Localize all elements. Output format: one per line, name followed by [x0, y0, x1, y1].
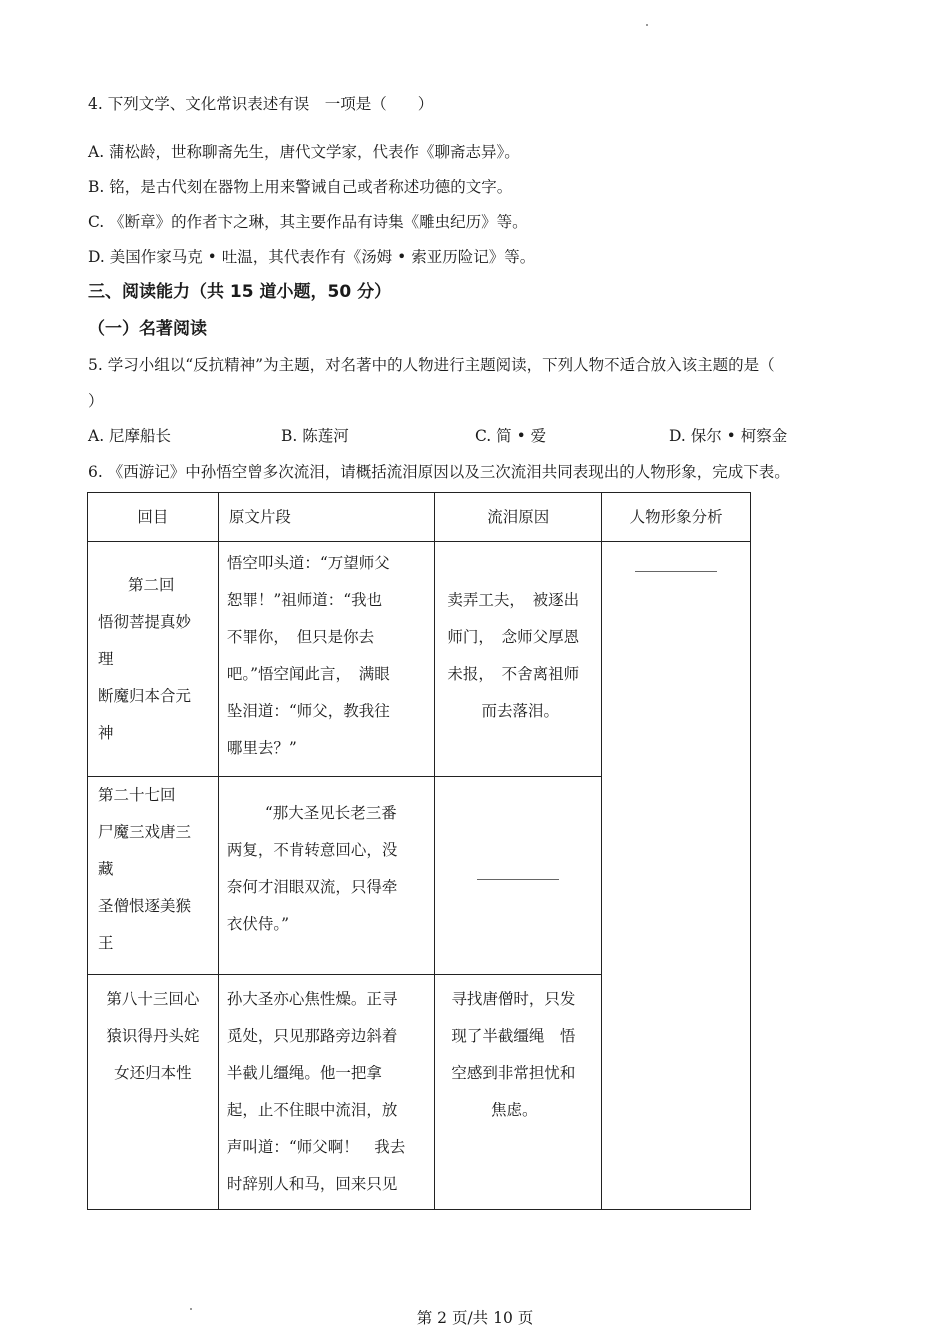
- excerpt-line: 半截儿缰绳。他一把拿: [226, 1064, 382, 1082]
- chapter-line: 第二回: [128, 576, 175, 594]
- q5-option-b: B. 陈莲河: [281, 427, 349, 445]
- answer-blank-reason[interactable]: [477, 879, 559, 880]
- reason-line: 师门， 念师父厚恩: [447, 628, 580, 646]
- excerpt-line: 两复，不肯转意回心，没: [226, 841, 398, 859]
- chapter-line: 猿识得丹头姹: [106, 1027, 200, 1045]
- row3-chapter: [88, 975, 219, 1210]
- q4-option-a: A. 蒲松龄，世称聊斋先生，唐代文学家，代表作《聊斋志异》。: [88, 143, 520, 161]
- excerpt-line: “那大圣见长老三番: [264, 804, 397, 822]
- q4-option-d: D. 美国作家马克 • 吐温，其代表作有《汤姆 • 索亚历险记》等。: [88, 248, 536, 266]
- q4-option-c: C. 《断章》的作者卞之琳，其主要作品有诗集《雕虫纪历》等。: [88, 213, 528, 231]
- q5-stem-line2: ）: [88, 392, 104, 410]
- excerpt-line: 孙大圣亦心焦性燥。正寻: [226, 990, 398, 1008]
- chapter-line: 圣僧恨逐美猴: [98, 897, 192, 915]
- q4-option-b: B. 铭，是古代刻在器物上用来警诫自己或者称述功德的文字。: [88, 178, 513, 196]
- excerpt-line: 时辞别人和马，回来只见: [226, 1175, 398, 1193]
- reason-line: 现了半截缰绳 悟: [451, 1027, 576, 1045]
- row2-excerpt: [218, 777, 435, 975]
- answer-blank-analysis[interactable]: [635, 571, 717, 572]
- chapter-line: 王: [98, 934, 114, 952]
- chapter-line: 藏: [98, 860, 114, 878]
- answer-table: [87, 492, 751, 1210]
- chapter-line: 神: [98, 724, 114, 742]
- chapter-line: 悟彻菩提真妙: [98, 613, 192, 631]
- chapter-line: 断魔归本合元: [98, 687, 192, 705]
- header-excerpt: 原文片段: [218, 493, 435, 542]
- excerpt-line: 衣伏侍。”: [226, 915, 289, 933]
- q5-stem-line1: 5. 学习小组以“反抗精神”为主题，对名著中的人物进行主题阅读，下列人物不适合放入该主题的是（: [88, 356, 775, 374]
- excerpt-line: 声叫道：“师父啊！ 我去: [226, 1138, 406, 1156]
- reason-line: 卖弄工夫， 被逐出: [447, 591, 580, 609]
- q4-stem: 4. 下列文学、文化常识表述有误 一项是（ ）: [88, 95, 434, 113]
- header-chapter: 回目: [88, 493, 219, 542]
- excerpt-line: 坠泪道：“师父，教我往: [226, 702, 390, 720]
- q6-stem: 6. 《西游记》中孙悟空曾多次流泪，请概括流泪原因以及三次流泪共同表现出的人物形象，完成下表。: [88, 463, 790, 481]
- excerpt-line: 哪里去？”: [226, 739, 297, 757]
- row1-excerpt: [218, 542, 435, 777]
- q5-option-a: A. 尼摩船长: [88, 427, 172, 445]
- speck-top: [646, 24, 648, 26]
- page-footer: 第 2 页/共 10 页: [416, 1309, 534, 1327]
- table-header-row: [88, 493, 751, 542]
- section-heading: 三、阅读能力（共 15 道小题，50 分）: [88, 282, 392, 302]
- excerpt-line: 起，止不住眼中流泪，放: [226, 1101, 398, 1119]
- reason-line: 焦虑。: [491, 1101, 538, 1119]
- reason-line: 未报， 不舍离祖师: [447, 665, 580, 683]
- row1-chapter: [88, 542, 219, 777]
- header-analysis: 人物形象分析: [602, 493, 751, 542]
- excerpt-line: 吧。”悟空闻此言， 满眼: [226, 665, 390, 683]
- reason-line: 而去落泪。: [481, 702, 560, 720]
- reason-line: 寻找唐僧时，只发: [451, 990, 576, 1008]
- header-reason: 流泪原因: [435, 493, 602, 542]
- row2-reason: [435, 777, 602, 975]
- chapter-line: 理: [98, 650, 114, 668]
- excerpt-line: 奈何才泪眼双流，只得牵: [226, 878, 398, 896]
- table-row: [88, 542, 751, 777]
- excerpt-line: 觅处，只见那路旁边斜着: [226, 1027, 398, 1045]
- chapter-line: 第八十三回心: [106, 990, 200, 1008]
- row3-excerpt: [218, 975, 435, 1210]
- row3-reason: [435, 975, 602, 1210]
- q5-option-d: D. 保尔 • 柯察金: [669, 427, 788, 445]
- row1-reason: [435, 542, 602, 777]
- excerpt-line: 恕罪！”祖师道：“我也: [226, 591, 383, 609]
- q5-option-c: C. 简 • 爱: [475, 427, 547, 445]
- chapter-line: 女还归本性: [114, 1064, 192, 1082]
- row2-chapter: [88, 777, 219, 975]
- reason-line: 空感到非常担忧和: [451, 1064, 576, 1082]
- chapter-line: 尸魔三戏唐三: [98, 823, 192, 841]
- excerpt-line: 悟空叩头道：“万望师父: [226, 554, 390, 572]
- excerpt-line: 不罪你， 但只是你去: [226, 628, 375, 646]
- chapter-line: 第二十七回: [98, 786, 176, 804]
- analysis-cell: [602, 542, 751, 1210]
- subsection-heading: （一）名著阅读: [88, 319, 207, 339]
